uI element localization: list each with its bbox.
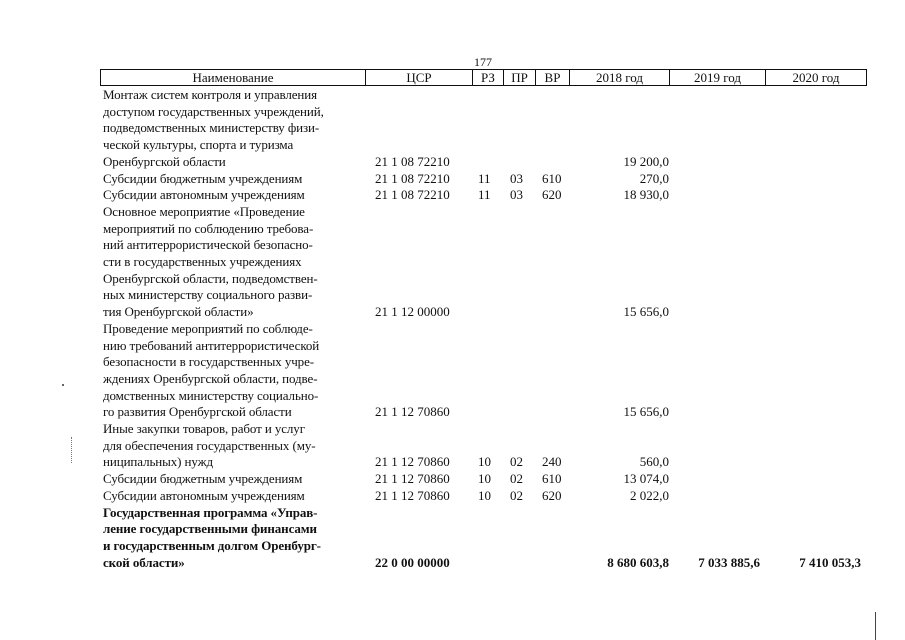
row-2018: 560,0: [639, 454, 669, 470]
scan-mark: [62, 384, 64, 386]
row-name: Субсидии бюджетным учреждениям: [103, 170, 303, 186]
row-pr: 03: [510, 170, 523, 186]
row-vr: 610: [542, 170, 562, 186]
row-2018: 2 022,0: [630, 487, 669, 503]
scan-edge-line: [875, 612, 876, 640]
row-2018: 15 656,0: [623, 404, 669, 420]
row-2018: 18 930,0: [623, 187, 669, 203]
row-name: Субсидии автономным учреждениям: [103, 187, 305, 203]
table-row: [103, 87, 873, 171]
header-2018: 2018 год: [570, 70, 670, 85]
table-row: [103, 421, 873, 471]
row-csr: 21 1 12 70860: [375, 487, 450, 503]
table-row-program-total: [103, 505, 873, 572]
row-csr: 21 1 08 72210: [375, 187, 450, 203]
row-2018: 13 074,0: [623, 471, 669, 487]
row-csr: 21 1 12 70860: [375, 404, 450, 420]
header-rz: РЗ: [473, 70, 504, 85]
binding-holes: [71, 437, 74, 463]
row-csr: 21 1 12 00000: [375, 304, 450, 320]
header-2019: 2019 год: [670, 70, 766, 85]
table-body: [103, 87, 873, 571]
row-name: Иные закупки товаров, работ и услуг для обеспечения государственных (му- ниципальных) нужд: [103, 421, 316, 470]
row-vr: 620: [542, 187, 562, 203]
row-name: Субсидии бюджетным учреждениям: [103, 471, 303, 487]
row-name: Государственная программа «Управ- ление государственными финансами и государственным долгом Оренбург- ской области»: [103, 504, 321, 570]
row-pr: 02: [510, 454, 523, 470]
row-vr: 610: [542, 471, 562, 487]
row-vr: 240: [542, 454, 562, 470]
row-pr: 03: [510, 187, 523, 203]
row-csr: 22 0 00 00000: [375, 554, 450, 570]
header-pr: ПР: [504, 70, 536, 85]
header-name: Наименование: [101, 70, 366, 85]
table-row: [103, 187, 873, 204]
row-2018: 270,0: [639, 170, 669, 186]
header-2020: 2020 год: [792, 70, 840, 85]
header-vr: ВР: [536, 70, 570, 85]
row-rz: 11: [478, 187, 491, 203]
row-csr: 21 1 12 70860: [375, 454, 450, 470]
row-rz: 11: [478, 170, 491, 186]
row-pr: 02: [510, 471, 523, 487]
row-rz: 10: [478, 471, 491, 487]
table-row: [103, 488, 873, 505]
row-vr: 620: [542, 487, 562, 503]
row-rz: 10: [478, 487, 491, 503]
table-row: [103, 204, 873, 321]
row-csr: 21 1 08 72210: [375, 170, 450, 186]
row-pr: 02: [510, 487, 523, 503]
row-name: Субсидии автономным учреждениям: [103, 487, 305, 503]
table-header: [100, 69, 867, 86]
row-name: Монтаж систем контроля и управления доступом государственных учреждений, подведомственных министерству физи- ческой культуры, спорта и туризма Оренбургской области: [103, 87, 324, 169]
row-name: Проведение мероприятий по соблюде- нию требований антитеррористической безопасности в государственных учре- ждениях Оренбургской области, подве- домственных министерству социально- го развития Оренбургской области: [103, 320, 320, 420]
row-name: Основное мероприятие «Проведение мероприятий по соблюдению требова- ний антитеррористической безопасно- сти в государственных учреждениях Оренбургской области, подведомствен- ных министерству социального разви- тия Оренбургской области»: [103, 203, 318, 320]
table-row: [103, 471, 873, 488]
row-csr: 21 1 08 72210: [375, 153, 450, 169]
row-2018: 8 680 603,8: [607, 554, 669, 570]
table-row: [103, 171, 873, 188]
row-csr: 21 1 12 70860: [375, 471, 450, 487]
table-row: [103, 321, 873, 421]
row-2018: 15 656,0: [623, 304, 669, 320]
row-rz: 10: [478, 454, 491, 470]
row-2018: 19 200,0: [623, 153, 669, 169]
row-2019: 7 033 885,6: [698, 554, 760, 570]
page-number: 177: [474, 55, 492, 69]
row-2020: 7 410 053,3: [799, 554, 861, 570]
header-csr: ЦСР: [366, 70, 473, 85]
